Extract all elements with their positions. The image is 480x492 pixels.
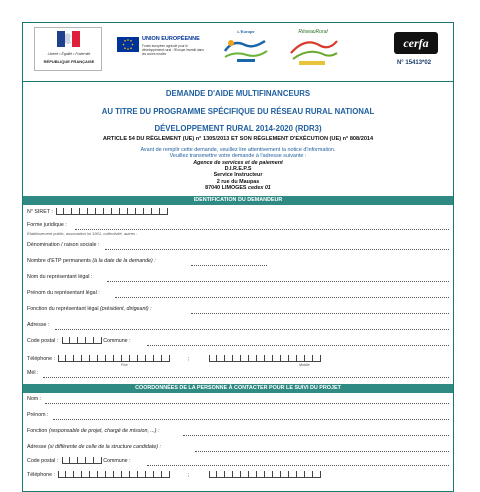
contact-fonction-row (23, 428, 453, 437)
rep-nom-input[interactable] (107, 281, 449, 282)
ue-name: UNION EUROPÉENNE (142, 36, 200, 42)
contact-commune-label: Commune : (103, 457, 131, 464)
cerfa-label: cerfa (403, 36, 429, 50)
contact-fonction-label: Fonction (27, 427, 48, 434)
eu-flag-icon (117, 37, 139, 52)
address-city-line (23, 185, 453, 191)
address-cedex: cedex 01 (248, 185, 271, 192)
contact-nom-row (23, 396, 453, 405)
adresse-input[interactable] (55, 329, 449, 330)
address-agency: Agence de services et de paiement (193, 159, 283, 166)
contact-fonction-hint: (responsable de projet, chargé de mission, ...) : (48, 427, 160, 434)
tel-label: Téléphone : (27, 355, 55, 362)
mel-row (23, 370, 453, 379)
tel-fixe-input[interactable] (58, 355, 170, 362)
title-line-3: DÉVELOPPEMENT RURAL 2014-2020 (RDR3) (154, 124, 322, 133)
commune-input[interactable] (147, 345, 449, 346)
address-block (23, 160, 453, 192)
forme-juridique-hint: Établissement public, association loi 1901, collectivité, autres : (27, 230, 138, 236)
rep-nom-row (23, 274, 453, 283)
tel-separator: ; (187, 355, 190, 362)
etp-label: Nombre d'ETP permanents (27, 257, 91, 264)
contact-prenom-input[interactable] (53, 419, 449, 420)
contact-adresse-hint: (si différente de celle de la structure candidate) : (47, 443, 161, 450)
rep-fonction-row (23, 306, 453, 315)
reseau-rural-logo (285, 29, 341, 67)
contact-commune-input[interactable] (147, 465, 449, 466)
cerfa-number: N° 15413*02 (396, 60, 432, 66)
mel-input[interactable] (43, 377, 449, 378)
denomination-row (23, 242, 453, 251)
intro-line-2: Veuillez transmettre votre demande à l'adresse suivante : (169, 153, 307, 160)
siret-label: N° SIRET : (27, 208, 53, 215)
contact-tel-label: Téléphone : (27, 471, 55, 478)
address-city: 87040 LIMOGES (205, 185, 247, 192)
forme-juridique-input[interactable] (75, 229, 449, 230)
contact-prenom-label: Prénom : (27, 411, 49, 418)
rep-fonction-label: Fonction du représentant légal (27, 305, 99, 312)
union-europeenne-logo (117, 35, 207, 57)
etp-row (23, 258, 453, 267)
commune-label: Commune : (103, 337, 131, 344)
denomination-label: Dénomination / raison sociale : (27, 241, 100, 248)
mel-label: Mél : (27, 369, 39, 376)
title-line-1: DEMANDE D'AIDE MULTIFINANCEURS (165, 89, 311, 98)
cp-commune-row (23, 337, 453, 347)
reseau-rural-label: RéseauRural (298, 29, 328, 35)
contact-tel-separator: ; (187, 471, 190, 478)
address-service: Service Instructeur (213, 172, 263, 179)
cp-label: Code postal : (27, 337, 59, 344)
denomination-input[interactable] (105, 249, 449, 250)
header-logos (23, 23, 453, 82)
contact-nom-input[interactable] (45, 403, 449, 404)
intro-text (23, 147, 453, 160)
contact-telephone-row (23, 471, 453, 481)
rep-fonction-hint: (président, dirigeant) : (100, 305, 152, 312)
section-contact-header: COORDONNÉES DE LA PERSONNE À CONTACTER POUR LE SUIVI DU PROJET (23, 384, 453, 393)
forme-juridique-row (23, 222, 453, 231)
rep-prenom-row (23, 290, 453, 299)
contact-cp-label: Code postal : (27, 457, 59, 464)
address-street: 2 rue du Maupas (216, 178, 260, 185)
contact-tel-fixe-input[interactable] (58, 471, 170, 478)
contact-fonction-input[interactable] (183, 435, 449, 436)
contact-prenom-row (23, 412, 453, 421)
title-line-2: AU TITRE DU PROGRAMME SPÉCIFIQUE DU RÉSEAU RURAL NATIONAL (101, 107, 375, 116)
address-direction: D.I.R.E.P.S (224, 166, 252, 172)
contact-tel-mobile-input[interactable] (209, 471, 321, 478)
section-identification-header: IDENTIFICATION DU DEMANDEUR (23, 196, 453, 205)
marianne-flag-icon (57, 31, 80, 47)
siret-input[interactable] (56, 208, 168, 215)
contact-cp-commune-row (23, 457, 453, 467)
ue-subtitle: Fonds européen agricole pour le développement rural : l'Europe investit dans les zones rurales (142, 44, 204, 56)
contact-adresse-label: Adresse (27, 443, 47, 450)
forme-juridique-label: Forme juridique : (27, 221, 67, 228)
adresse-row (23, 322, 453, 331)
form-frame (22, 22, 454, 492)
cerfa-logo (394, 32, 438, 54)
contact-adresse-input[interactable] (195, 451, 449, 452)
siret-row (23, 208, 453, 219)
europe-engage-logo (219, 29, 273, 67)
republique-name: RÉPUBLIQUE FRANÇAISE (43, 59, 95, 64)
etp-input[interactable] (191, 265, 267, 266)
contact-cp-input[interactable] (62, 457, 102, 464)
adresse-label: Adresse : (27, 321, 50, 328)
contact-nom-label: Nom : (27, 395, 42, 402)
republique-motto: Liberté • Égalité • Fraternité (47, 52, 91, 56)
tel-fixe-label: Fixe (121, 362, 128, 367)
intro-line-1: Avant de remplir cette demande, veuillez lire attentivement la notice d'information. (140, 147, 336, 153)
rep-prenom-input[interactable] (115, 297, 449, 298)
cp-input[interactable] (62, 337, 102, 344)
etp-hint: (à la date de la demande) : (92, 257, 156, 264)
contact-adresse-row (23, 444, 453, 453)
tel-mobile-label: Mobile (299, 362, 310, 367)
tel-mobile-input[interactable] (209, 355, 321, 362)
republique-francaise-logo (34, 27, 102, 71)
title-line-4: ARTICLE 54 DU RÈGLEMENT (UE) n° 1305/2013 ET SON RÈGLEMENT D'EXÉCUTION (UE) n° 808/2014 (102, 136, 374, 142)
europe-logo-label: L'Europe (237, 29, 255, 34)
form-title (23, 89, 453, 142)
rep-fonction-input[interactable] (191, 313, 449, 314)
rep-prenom-label: Prénom du représentant légal : (27, 289, 100, 296)
rep-nom-label: Nom du représentant légal : (27, 273, 93, 280)
telephone-row (23, 355, 453, 365)
